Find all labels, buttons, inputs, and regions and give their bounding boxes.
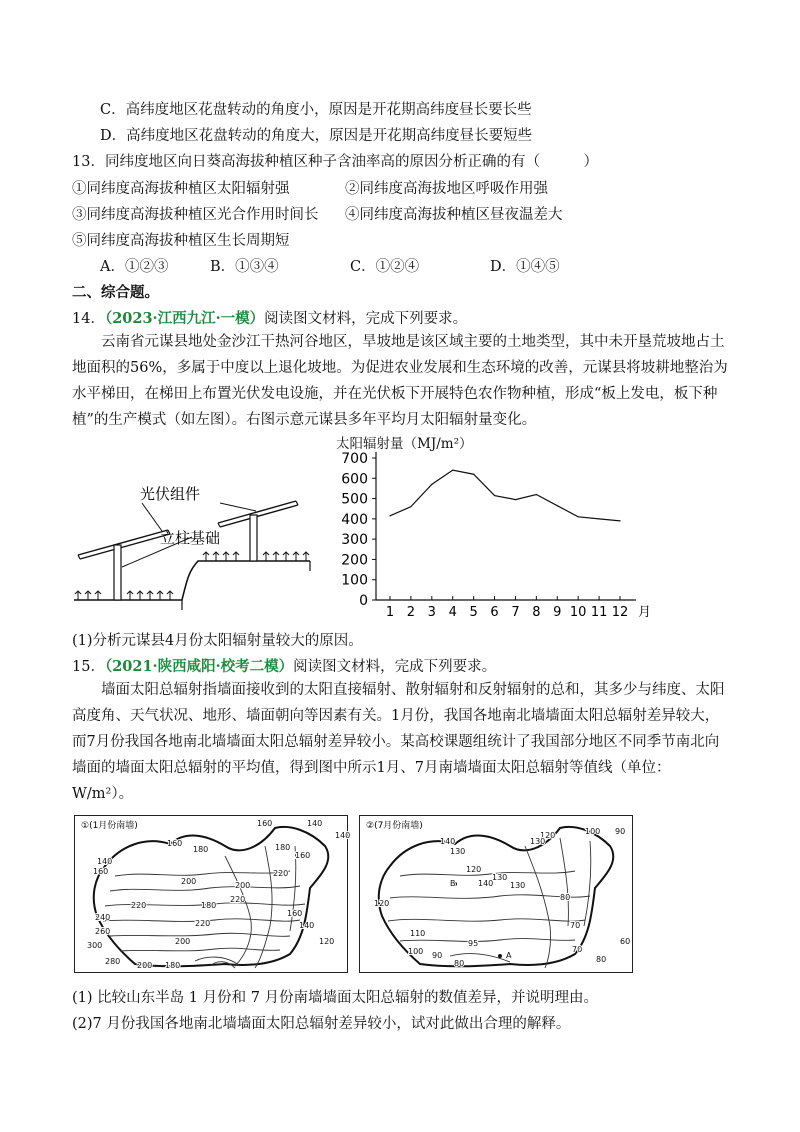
q14-lead: 阅读图文材料，完成下列要求。 [264, 311, 468, 327]
isoline-label: B [450, 879, 456, 888]
isoline-label: 95 [468, 939, 479, 948]
isoline-label: 180 [193, 845, 209, 854]
y-tick-label: 100 [341, 572, 368, 589]
data-point [473, 474, 474, 475]
isoline-label: 140 [299, 921, 315, 930]
q14-source: （2023·江西九江·一模） [104, 310, 265, 327]
isoline-label: 80 [454, 959, 465, 968]
isoline-label: 160 [167, 839, 183, 848]
isoline-label: A [506, 951, 512, 960]
isoline-label: 90 [615, 827, 626, 836]
isoline-label: 130 [530, 837, 546, 846]
y-tick-label: 600 [341, 471, 368, 488]
y-tick-label: 300 [341, 532, 368, 549]
isoline-label: 120 [466, 865, 482, 874]
isoline-label: 100 [408, 947, 424, 956]
y-tick-label: 0 [359, 593, 368, 609]
x-tick-label: 4 [448, 605, 457, 620]
isoline-label: 220 [230, 895, 246, 904]
x-tick-label: 9 [553, 605, 562, 620]
isoline-label: 70 [570, 921, 581, 930]
data-point [389, 515, 390, 516]
y-tick-label: 500 [341, 491, 368, 508]
q15-header [72, 655, 496, 676]
x-tick-label: 7 [511, 605, 520, 620]
isoline-label: 180 [201, 901, 217, 910]
data-point [431, 484, 432, 485]
data-point [598, 518, 599, 519]
q13-option-a: A．①②③ [100, 259, 169, 275]
panel-label: 光伏组件 [140, 485, 201, 503]
isoline-label: 140 [335, 831, 351, 840]
isoline-label: 60 [620, 937, 631, 946]
q15-lead: 阅读图文材料，完成下列要求。 [293, 659, 497, 675]
x-tick-label: 12 [611, 605, 629, 620]
data-point [410, 506, 411, 507]
q12-option-d: D．高纬度地区花盘转动的角度大，原因是开花期高纬度昼长要短些 [100, 128, 533, 144]
x-tick-label: 6 [490, 605, 499, 620]
y-tick-label: 400 [341, 511, 368, 528]
y-tick-label: 700 [341, 451, 368, 467]
data-point [515, 499, 516, 500]
q14-paragraph: 云南省元谋县地处金沙江干热河谷地区，旱坡地是该区域主要的土地类型，其中未开垦荒坡地占土地面积的56%，多属于中度以上退化坡地。为促进农业发展和生态环境的改善，元谋县将坡耕地整治为水平梯田，在梯田上布置光伏发电设施，并在光伏板下开展特色农作物种植，形成“板上发电，板下种植”的生产模式（如左图）。右图示意元谋县多年平均月太阳辐射量变化。 [72, 334, 728, 428]
data-point [619, 520, 620, 521]
x-tick-label: 2 [406, 605, 416, 620]
isoline-label: 180 [165, 961, 181, 970]
q13-item-1: ①同纬度高海拔种植区太阳辐射强 [72, 181, 290, 197]
isoline-label: 120 [319, 937, 335, 946]
map-january [74, 815, 351, 973]
q13-item-4: ④同纬度高海拔种植区昼夜温差大 [345, 207, 563, 223]
map-july [359, 815, 633, 973]
isoline-label: 280 [105, 957, 121, 966]
x-axis-label: 月 [638, 605, 652, 620]
pillar-label: 立柱基础 [160, 529, 221, 547]
point-a-marker [498, 954, 502, 958]
x-tick-label: 3 [427, 605, 436, 620]
isoline-label: 90 [432, 951, 443, 960]
isoline-label: 200 [137, 961, 153, 970]
x-tick-label: 1 [385, 605, 395, 620]
isoline-label: 200 [181, 877, 197, 886]
data-point [557, 505, 558, 506]
isoline-label: 130 [510, 881, 526, 890]
radiation-series-line [390, 470, 620, 521]
isoline-label: 160 [295, 851, 311, 860]
map1-title: ①(1月份南墙) [81, 821, 138, 831]
data-point [494, 495, 495, 496]
q15-source: （2021·陕西咸阳·校考二模） [104, 658, 294, 675]
isoline-label: 140 [97, 857, 113, 866]
q13-item-2: ②同纬度高海拔地区呼吸作用强 [345, 181, 548, 197]
isoline-label: 140 [478, 879, 494, 888]
q13-option-c: C．①②④ [350, 259, 420, 275]
q14-number: 14． [72, 311, 105, 327]
q13-option-b: B．①③④ [210, 259, 279, 275]
q14-question-1: (1)分析元谋县4月份太阳辐射量较大的原因。 [72, 633, 363, 649]
data-point [536, 494, 537, 495]
isoline-label: 80 [596, 955, 607, 964]
y-tick-label: 200 [341, 552, 368, 569]
isoline-label: 160 [287, 909, 303, 918]
solar-panel-diagram [70, 475, 330, 610]
chart-ylabel: 太阳辐射量（MJ/m²） [336, 436, 473, 452]
isoline-label: 260 [95, 927, 111, 936]
isoline-label: 100 [585, 827, 601, 836]
isoline-label: 140 [440, 837, 456, 846]
isoline-label: 130 [492, 873, 508, 882]
isoline-label: 130 [450, 847, 466, 856]
isoline-label: 140 [307, 819, 323, 828]
data-point [578, 516, 579, 517]
q15-question-1: (1) 比较山东半岛 1 月份和 7 月份南墙墙面太阳总辐射的数值差异，并说明理由。 [72, 990, 599, 1006]
isoline-label: 200 [175, 937, 191, 946]
isoline-label: 220 [195, 919, 211, 928]
isoline-label: 200 [235, 881, 251, 890]
q15-question-2: (2)7 月份我国各地南北墙墙面太阳总辐射差异较小，试对此做出合理的解释。 [72, 1016, 571, 1032]
q12-option-c: C．高纬度地区花盘转动的角度小，原因是开花期高纬度昼长要长些 [100, 102, 532, 118]
isoline-label: 220 [273, 869, 289, 878]
x-tick-label: 11 [590, 605, 608, 620]
solar-radiation-chart [330, 448, 650, 620]
x-tick-label: 10 [569, 605, 587, 620]
x-tick-label: 8 [532, 605, 541, 620]
isoline-label: 240 [95, 913, 111, 922]
isoline-label: 180 [275, 843, 291, 852]
q13-stem: 13．同纬度地区向日葵高海拔种植区种子含油率高的原因分析正确的有（ ） [72, 154, 598, 170]
isoline-label: 220 [131, 901, 147, 910]
q14-header [72, 307, 467, 328]
isoline-label: 120 [540, 831, 556, 840]
isoline-label: 80 [560, 893, 571, 902]
isoline-label: 300 [87, 941, 103, 950]
isoline-label: 110 [410, 929, 426, 938]
section-heading: 二、综合题。 [72, 284, 159, 301]
isoline-label: 160 [257, 819, 273, 828]
q15-paragraph: 墙面太阳总辐射指墙面接收到的太阳直接辐射、散射辐射和反射辐射的总和，其多少与纬度、太阳高度角、天气状况、地形、墙面朝向等因素有关。1月份，我国各地南北墙墙面太阳总辐射差异较大，而7月份我国各地南北墙墙面太阳总辐射差异较小。某高校课题组统计了我国部分地区不同季节南北向墙面的墙面太阳总辐射的平均值，得到图中所示1月、7月南墙墙面太阳总辐射等值线（单位：W/m²）。 [72, 682, 725, 802]
map2-title: ②(7月份南墙) [366, 821, 423, 831]
isoline-label: 160 [93, 867, 109, 876]
q13-item-5: ⑤同纬度高海拔种植区生长周期短 [72, 233, 290, 249]
q13-option-d: D．①④⑤ [490, 259, 560, 275]
q13-item-3: ③同纬度高海拔种植区光合作用时间长 [72, 207, 319, 223]
data-point [452, 470, 453, 471]
isoline-label: 120 [374, 899, 390, 908]
x-tick-label: 5 [469, 605, 478, 620]
q15-number: 15． [72, 659, 105, 675]
isoline-label: 70 [572, 945, 583, 954]
